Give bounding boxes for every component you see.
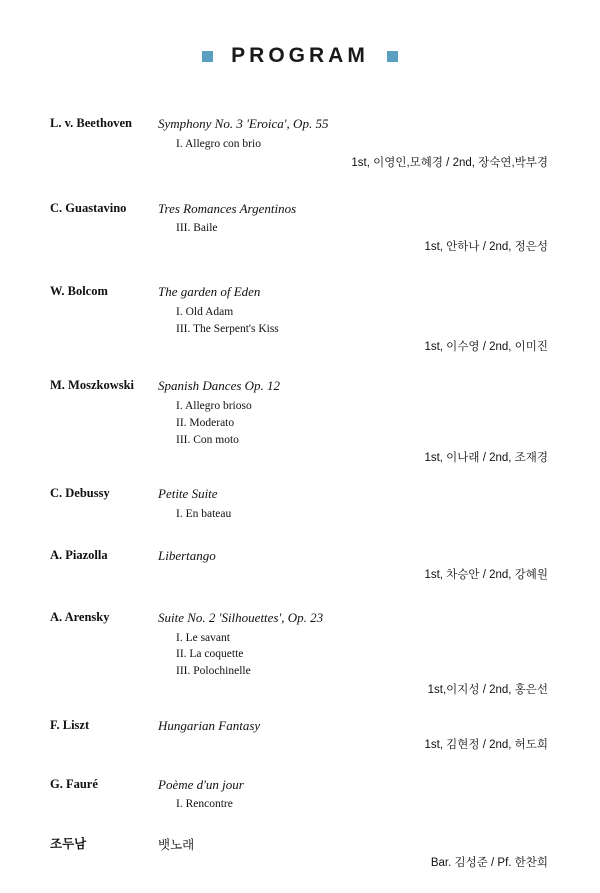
movement-list xyxy=(158,220,550,237)
work-block xyxy=(158,116,550,171)
program-entry-row xyxy=(50,486,550,523)
movement-item: III. The Serpent's Kiss xyxy=(176,322,279,335)
program-entry xyxy=(50,378,550,466)
performer-credits: 1st, 김현정 / 2nd, 허도희 xyxy=(424,738,548,751)
program-entry-row xyxy=(50,777,550,814)
performer-holder xyxy=(158,448,550,466)
program-entry xyxy=(50,486,550,523)
work-block xyxy=(158,837,550,871)
work-block xyxy=(158,486,550,523)
work-block xyxy=(158,610,550,698)
work-title: Petite Suite xyxy=(158,486,218,502)
work-block xyxy=(158,777,550,814)
composer-name: C. Debussy xyxy=(50,486,110,501)
work-title: Poème d'un jour xyxy=(158,776,244,792)
work-title: Libertango xyxy=(158,547,216,563)
movement-list xyxy=(158,136,550,153)
movement-item: I. Allegro brioso xyxy=(176,400,252,413)
composer-name: M. Moszkowski xyxy=(50,378,135,393)
entry-spacer xyxy=(50,753,550,777)
program-entry xyxy=(50,201,550,256)
page-title-text: PROGRAM xyxy=(231,44,369,67)
performer-holder xyxy=(158,337,550,355)
performer-credits: 1st, 차승안 / 2nd, 강혜원 xyxy=(424,568,548,581)
performer-holder xyxy=(158,237,550,255)
program-entry-row xyxy=(50,116,550,171)
entry-spacer xyxy=(50,583,550,610)
movement-item: I. Old Adam xyxy=(176,306,234,319)
work-title: Suite No. 2 'Silhouettes', Op. 23 xyxy=(158,609,324,625)
movement-list xyxy=(158,506,550,523)
page-title xyxy=(0,44,600,68)
composer-name: A. Arensky xyxy=(50,609,110,624)
program-entry xyxy=(50,777,550,814)
movement-item: III. Polochinelle xyxy=(176,664,251,677)
program-entry xyxy=(50,610,550,698)
composer-name: A. Piazolla xyxy=(50,547,108,562)
title-left-square-icon xyxy=(202,51,213,62)
movement-item: I. En bateau xyxy=(176,508,232,521)
program-entry xyxy=(50,718,550,753)
performer-credits: 1st,이지성 / 2nd, 홍은선 xyxy=(427,683,548,696)
work-block xyxy=(158,548,550,583)
work-title: Tres Romances Argentinos xyxy=(158,200,297,216)
work-block xyxy=(158,284,550,355)
performer-holder xyxy=(158,853,550,871)
program-entry xyxy=(50,548,550,583)
program-entry-row xyxy=(50,201,550,256)
work-title: Spanish Dances Op. 12 xyxy=(158,378,281,394)
program-list xyxy=(0,116,600,871)
movement-list xyxy=(158,630,550,680)
program-entry xyxy=(50,116,550,171)
work-title: 뱃노래 xyxy=(158,838,195,853)
movement-item: I. Rencontre xyxy=(176,798,233,811)
title-right-square-icon xyxy=(387,51,398,62)
movement-list xyxy=(158,304,550,337)
composer-name: W. Bolcom xyxy=(50,284,108,299)
entry-spacer xyxy=(50,698,550,718)
movement-item: II. Moderato xyxy=(176,416,235,429)
work-block xyxy=(158,201,550,256)
program-entry-row xyxy=(50,284,550,355)
program-entry xyxy=(50,284,550,355)
movement-item: III. Con moto xyxy=(176,433,239,446)
performer-credits: 1st, 이영인,모혜경 / 2nd, 장숙연,박부경 xyxy=(351,156,548,169)
work-title: Hungarian Fantasy xyxy=(158,717,261,733)
work-block xyxy=(158,718,550,753)
composer-name: L. v. Beethoven xyxy=(50,116,132,130)
movement-item: II. La coquette xyxy=(176,648,244,661)
entry-spacer xyxy=(50,523,550,548)
movement-list xyxy=(158,796,550,813)
program-entry-row xyxy=(50,378,550,466)
performer-holder xyxy=(158,565,550,583)
entry-spacer xyxy=(50,813,550,837)
entry-spacer xyxy=(50,171,550,201)
movement-item: III. Baile xyxy=(176,222,218,235)
composer-name: C. Guastavino xyxy=(50,200,127,215)
entry-spacer xyxy=(50,466,550,486)
composer-name: F. Liszt xyxy=(50,717,90,732)
performer-holder xyxy=(158,735,550,753)
movement-item: I. Le savant xyxy=(176,631,230,644)
composer-name: G. Fauré xyxy=(50,776,98,791)
performer-credits: 1st, 이나래 / 2nd, 조재경 xyxy=(424,452,548,465)
work-block xyxy=(158,378,550,466)
work-title: The garden of Eden xyxy=(158,284,261,300)
performer-credits: Bar. 김성준 / Pf. 한찬희 xyxy=(430,857,548,870)
program-entry-row xyxy=(50,718,550,753)
movement-item: I. Allegro con brio xyxy=(176,137,261,150)
entry-spacer xyxy=(50,255,550,284)
program-page xyxy=(0,44,600,893)
program-entry xyxy=(50,837,550,871)
performer-credits: 1st, 안하나 / 2nd, 정은성 xyxy=(424,241,548,254)
performer-credits: 1st, 이수영 / 2nd, 이미진 xyxy=(424,341,548,354)
composer-name: 조두남 xyxy=(50,837,87,852)
performer-holder xyxy=(158,680,550,698)
program-entry-row xyxy=(50,837,550,871)
movement-list xyxy=(158,398,550,448)
entry-spacer xyxy=(50,355,550,378)
work-title: Symphony No. 3 'Eroica', Op. 55 xyxy=(158,116,329,131)
performer-holder xyxy=(158,153,550,171)
program-entry-row xyxy=(50,548,550,583)
program-entry-row xyxy=(50,610,550,698)
